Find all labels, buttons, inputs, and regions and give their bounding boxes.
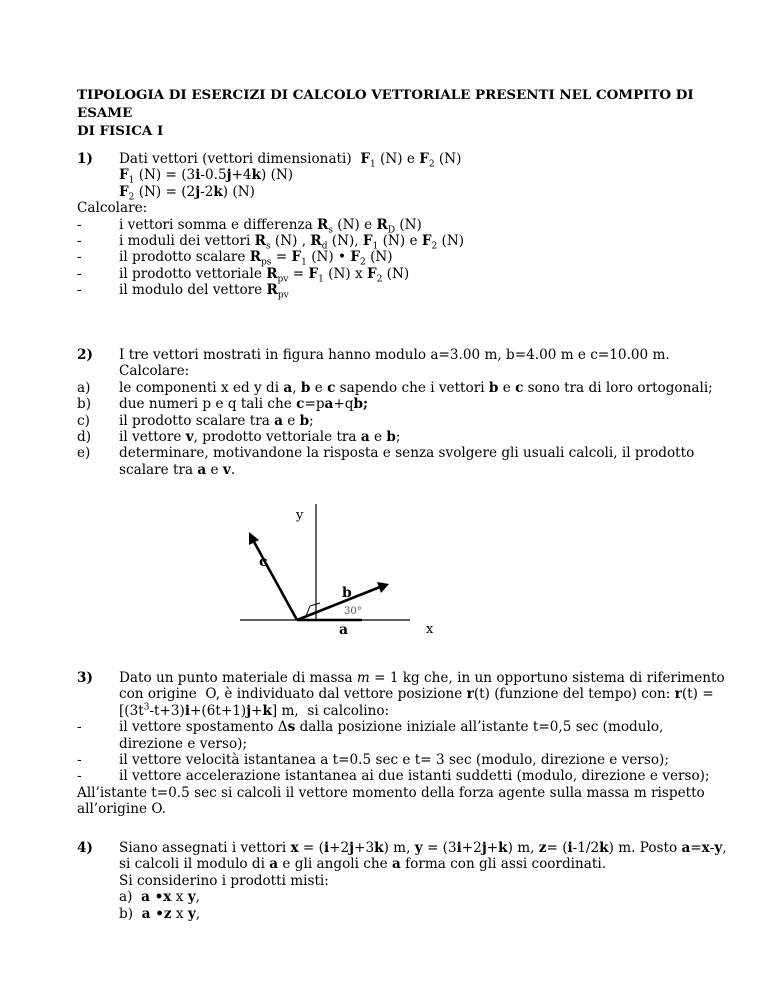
exercise-number: 2) [77,347,93,363]
vector-a-label: a [339,622,349,638]
calcolare-label: Calcolare: [119,363,190,380]
exercise-1-line-2: $F_1$ (N) = (3i-0.5j+4k) (N) [119,167,294,187]
exercise-1-line-3: $F_2$ (N) = (2j-2k) (N) [119,183,255,203]
angle-label: 30° [344,606,362,617]
exercise-3-item-1-cont: direzione e verso); [119,735,248,752]
title-line-1: TIPOLOGIA DI ESERCIZI DI CALCOLO VETTORIALE PRESENTI NEL COMPITO DI ESAME [77,87,694,121]
item-letter: e) [77,445,91,462]
item-letter: d) [77,428,92,445]
vector-c-label: c [259,554,268,570]
exercise-2-item-e-cont: scalare tra a e v. [119,461,236,478]
exercise-3-line-3: $[(3t^3-t+3)i+(6t+1)j+k]$ m, si calcolino: [119,702,390,719]
exercise-2-item-b: due numeri p e q tali che c=pa+qb; [119,396,368,413]
exercise-3-item-2: il vettore velocità istantanea a t=0.5 sec e t= 3 sec (modulo, direzione e verso); [119,751,669,768]
exercise-2-item-c: il prodotto scalare tra a e b; [119,412,314,429]
exercise-2-item-d: il vettore v, prodotto vettoriale tra a e b; [119,428,401,445]
exercise-4-item-b: b) a •z x y, [119,905,201,922]
exercise-2-item-a: le componenti x ed y di a, b e c sapendo che i vettori b e c sono tra di loro ortogonali; [119,379,713,396]
document-title [77,86,697,140]
vector-b-label: b [342,585,352,601]
exercise-4-line-2: si calcoli il modulo di a e gli angoli che a forma con gli assi coordinati. [119,856,607,873]
exercise-3-line-1: Dato un punto materiale di massa m = 1 kg che, in un opportuno sistema di riferimento [119,670,725,686]
exercise-3-item-3: il vettore accelerazione istantanea ai due istanti suddetti (modulo, direzione e verso); [119,768,710,785]
exercise-1-item-4: il prodotto vettoriale $R_{pv} = F_1$ (N) x $F_2$ (N) [119,265,410,285]
exercise-2-line-1: I tre vettori mostrati in figura hanno modulo a=3.00 m, b=4.00 m e c=10.00 m. [119,347,670,363]
exercise-1: 1) Dati vettori (vettori dimensionati) $F_1$ (N) e $F_2$ (N) $F_1$ (N) = (3i-0.5j+4k) (N) $F_2$ (N) = (2j-2k) (N) Calcolare: - i vettori somma e differenza $R_s$ (N) e $R_D$ (N) - i moduli dei vettori $R_s$ (N) , $R_d$ (N), $F_1$ (N) e $F_2$ (N) - il prodotto scalare $R_{ps} = F_1$ (N) • $F_2$ (N) - il prodotto vettoriale $R_{pv} = F_1$ (N) x $F_2$ (N) - il modulo del vettore $R_{pv}$ [77,151,465,301]
vector-figure [240,500,460,650]
x-axis-label: x [426,622,434,637]
exercise-3: 3) Dato un punto materiale di massa m = 1 kg che, in un opportuno sistema di riferimento con origine O, è individuato dal vettore posizione r(t) (funzione del tempo) con: r(t) = $[(3t^3-t+3)i+(6t+1)j+k]$ m, si calcolino: - il vettore spostamento Δs dalla posizione iniziale all’istante t=0,5 sec (modulo, direzione e verso); - il vettore velocità istantanea a t=0.5 sec e t= 3 sec (modulo, direzione e verso); - il vettore accelerazione istantanea ai due istanti suddetti (modulo, direzione e verso); All’istante t=0.5 sec si calcoli il vettore momento della forza agente sulla massa m rispetto all’origine O. [77,670,725,818]
exercise-number: 1) [77,151,93,167]
vector-c [253,540,297,620]
exercise-number: 4) [77,840,93,856]
exercise-2 [77,347,717,478]
exercise-1-item-5: il modulo del vettore $R_{pv}$ [119,282,289,301]
exercise-4-line-1: Siano assegnati i vettori x = (i+2j+3k) m, y = (3i+2j+k) m, z= (i-1/2k) m. Posto a=x-y, [119,840,727,856]
exercise-1-item-3: il prodotto scalare $R_{ps} = F_1$ (N) • $F_2$ (N) [119,249,393,269]
exercise-4 [77,840,727,922]
y-axis-label: y [296,508,304,523]
title-line-2: DI FISICA I [77,123,164,139]
item-letter: b) [77,396,92,413]
exercise-2-item-e: determinare, motivandone la risposta e senza svolgere gli usuali calcoli, il prodotto [119,445,695,462]
exercise-1-line-1: Dati vettori (vettori dimensionati) $F_1$ (N) e $F_2$ (N) [119,151,462,170]
item-letter: c) [77,412,90,429]
exercise-3-tail-1: All’istante t=0.5 sec si calcoli il vettore momento della forza agente sulla massa m rispetto [77,784,705,801]
exercise-3-line-2: con origine O, è individuato dal vettore posizione r(t) (funzione del tempo) con: r(t) = [119,686,714,703]
vector-b [297,587,380,620]
exercise-number: 3) [77,670,93,686]
exercise-3-item-1: il vettore spostamento Δs dalla posizione iniziale all’istante t=0,5 sec (modulo, [119,719,664,736]
exercise-3-tail-2: all’origine O. [77,801,166,818]
exercise-1-item-1: i vettori somma e differenza $R_s$ (N) e $R_D$ (N) [119,216,422,236]
calcolare-label: Calcolare: [77,200,148,217]
exercise-1-item-2: i moduli dei vettori $R_s$ (N) , $R_d$ (N), $F_1$ (N) e $F_2$ (N) [119,232,465,252]
item-letter: a) [77,379,91,396]
exercise-4-item-a: a) a •x x y, [119,889,200,906]
exercise-4-line-3: Si considerino i prodotti misti: [119,872,329,889]
